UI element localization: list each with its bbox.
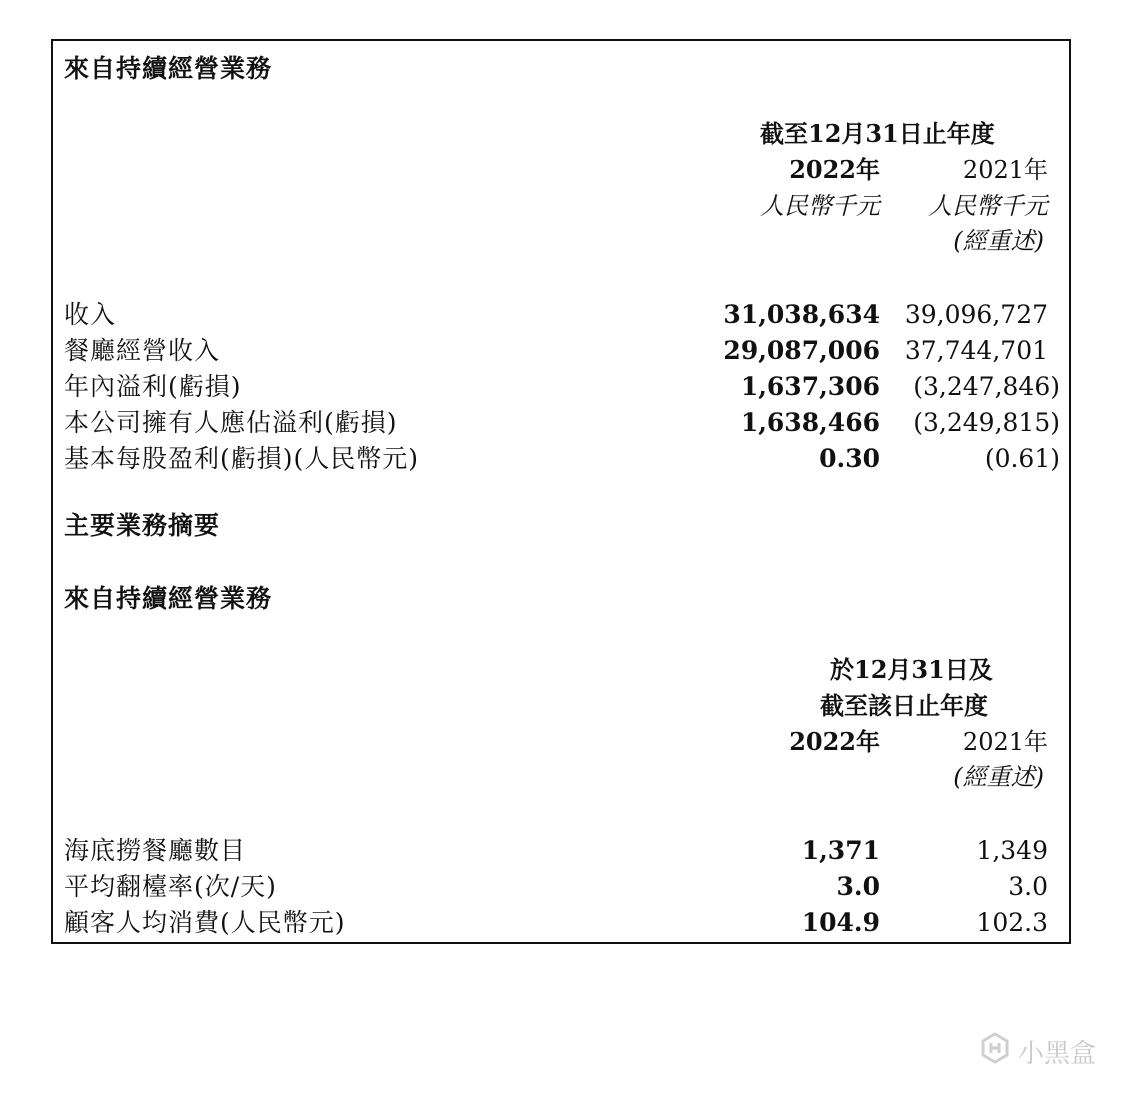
section-title: 來自持續經營業務 <box>64 54 273 83</box>
row-label: 海底撈餐廳數目 <box>64 836 247 865</box>
section-title: 來自持續經營業務 <box>64 584 273 613</box>
row-label: 平均翻檯率(次/天) <box>64 872 277 901</box>
year-current-header: 2022年 <box>789 155 880 184</box>
year-prior-header: 2021年 <box>962 728 1048 756</box>
row-prior-value: 102.3 <box>976 908 1048 937</box>
restated-note: (經重述) <box>953 227 1044 255</box>
row-current-value: 29,087,006 <box>723 336 880 365</box>
unit-current-header: 人民幣千元 <box>760 192 880 220</box>
row-current-value: 1,637,306 <box>740 372 880 401</box>
watermark <box>978 1031 1096 1072</box>
row-label: 顧客人均消費(人民幣元) <box>64 908 346 937</box>
row-prior-value: 3.0 <box>1008 872 1048 901</box>
watermark-text: 小黑盒 <box>1017 1039 1096 1069</box>
row-label: 收入 <box>64 300 117 329</box>
row-current-value: 0.30 <box>819 444 880 473</box>
row-prior-value: 37,744,701 <box>904 336 1048 365</box>
row-prior-value: (3,249,815) <box>913 408 1060 437</box>
period-header: 截至12月31日止年度 <box>760 119 995 148</box>
year-current-header: 2022年 <box>789 727 880 756</box>
row-current-value: 3.0 <box>836 872 880 901</box>
year-prior-header: 2021年 <box>962 156 1048 184</box>
row-current-value: 31,038,634 <box>723 300 880 329</box>
row-label: 基本每股盈利(虧損)(人民幣元) <box>64 444 420 473</box>
report-frame <box>51 39 1071 944</box>
summary-title: 主要業務摘要 <box>64 511 221 540</box>
row-current-value: 1,371 <box>801 836 880 865</box>
row-prior-value: (3,247,846) <box>913 372 1060 401</box>
row-label: 年內溢利(虧損) <box>64 372 242 401</box>
period-header-line2: 截至該日止年度 <box>820 691 988 720</box>
row-current-value: 104.9 <box>801 908 880 937</box>
row-prior-value: (0.61) <box>984 444 1060 473</box>
unit-prior-header: 人民幣千元 <box>928 192 1048 220</box>
period-header-line1: 於12月31日及 <box>830 655 993 684</box>
row-prior-value: 1,349 <box>976 836 1048 865</box>
restated-note: (經重述) <box>953 763 1044 791</box>
row-label: 本公司擁有人應佔溢利(虧損) <box>64 408 398 437</box>
heybox-logo-icon <box>978 1031 1012 1072</box>
row-current-value: 1,638,466 <box>740 408 880 437</box>
row-label: 餐廳經營收入 <box>64 336 221 365</box>
row-prior-value: 39,096,727 <box>904 300 1048 329</box>
